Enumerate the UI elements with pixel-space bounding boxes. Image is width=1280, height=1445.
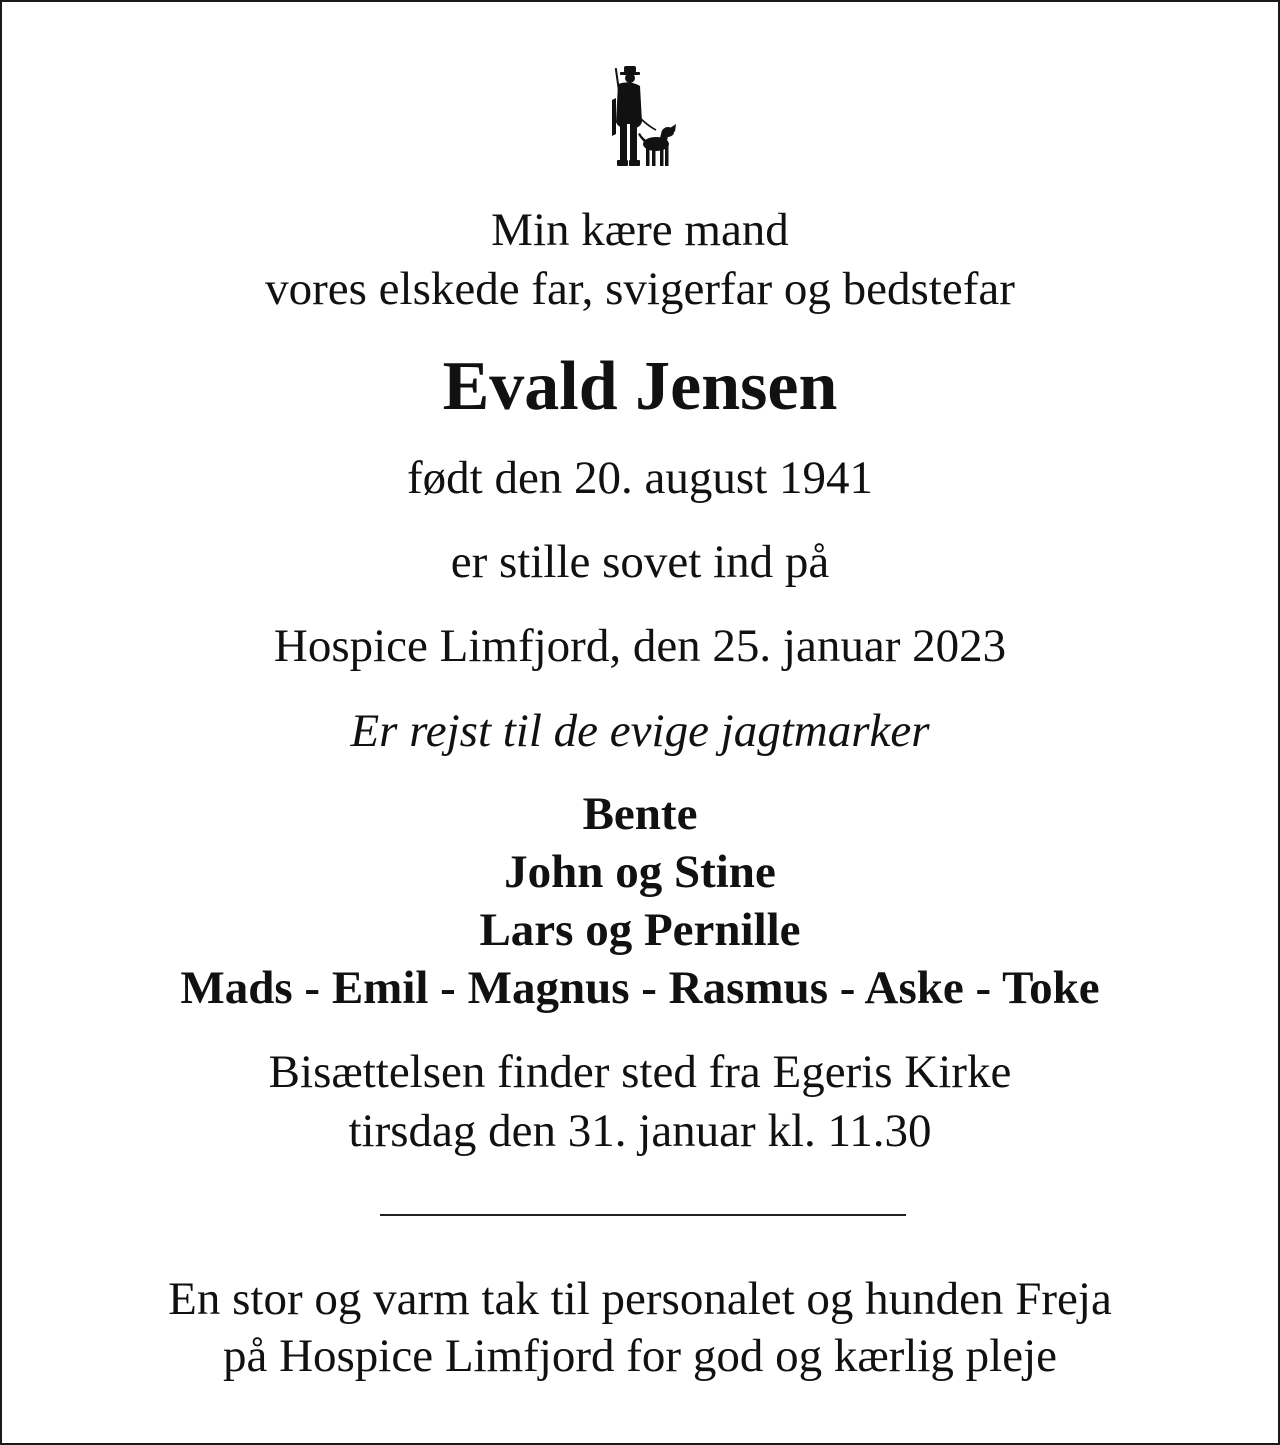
mourner-line: Lars og Pernille [479, 904, 801, 956]
divider-line [380, 1214, 906, 1216]
mourner-line: Mads - Emil - Magnus - Rasmus - Aske - Toke [180, 962, 1100, 1014]
funeral-info-line-1: Bisættelsen finder sted fra Egeris Kirke [268, 1046, 1012, 1098]
hunter-with-dog-icon [604, 64, 684, 172]
funeral-info-line-2: tirsdag den 31. januar kl. 11.30 [348, 1105, 932, 1157]
mourner-line: Bente [582, 788, 698, 840]
birth-date: født den 20. august 1941 [406, 452, 874, 504]
mourner-line: John og Stine [504, 846, 776, 898]
memorial-quote: Er rejst til de evige jagtmarker [350, 705, 930, 757]
intro-line-1: Min kære mand [491, 204, 789, 256]
passed-place-date: Hospice Limfjord, den 25. januar 2023 [273, 620, 1007, 672]
passed-intro: er stille sovet ind på [450, 536, 830, 588]
thanks-line-1: En stor og varm tak til personalet og hunden Freja [168, 1273, 1112, 1325]
deceased-name: Evald Jensen [442, 348, 838, 425]
thanks-line-2: på Hospice Limfjord for god og kærlig pleje [222, 1330, 1058, 1382]
intro-line-2: vores elskede far, svigerfar og bedstefar [265, 263, 1015, 315]
